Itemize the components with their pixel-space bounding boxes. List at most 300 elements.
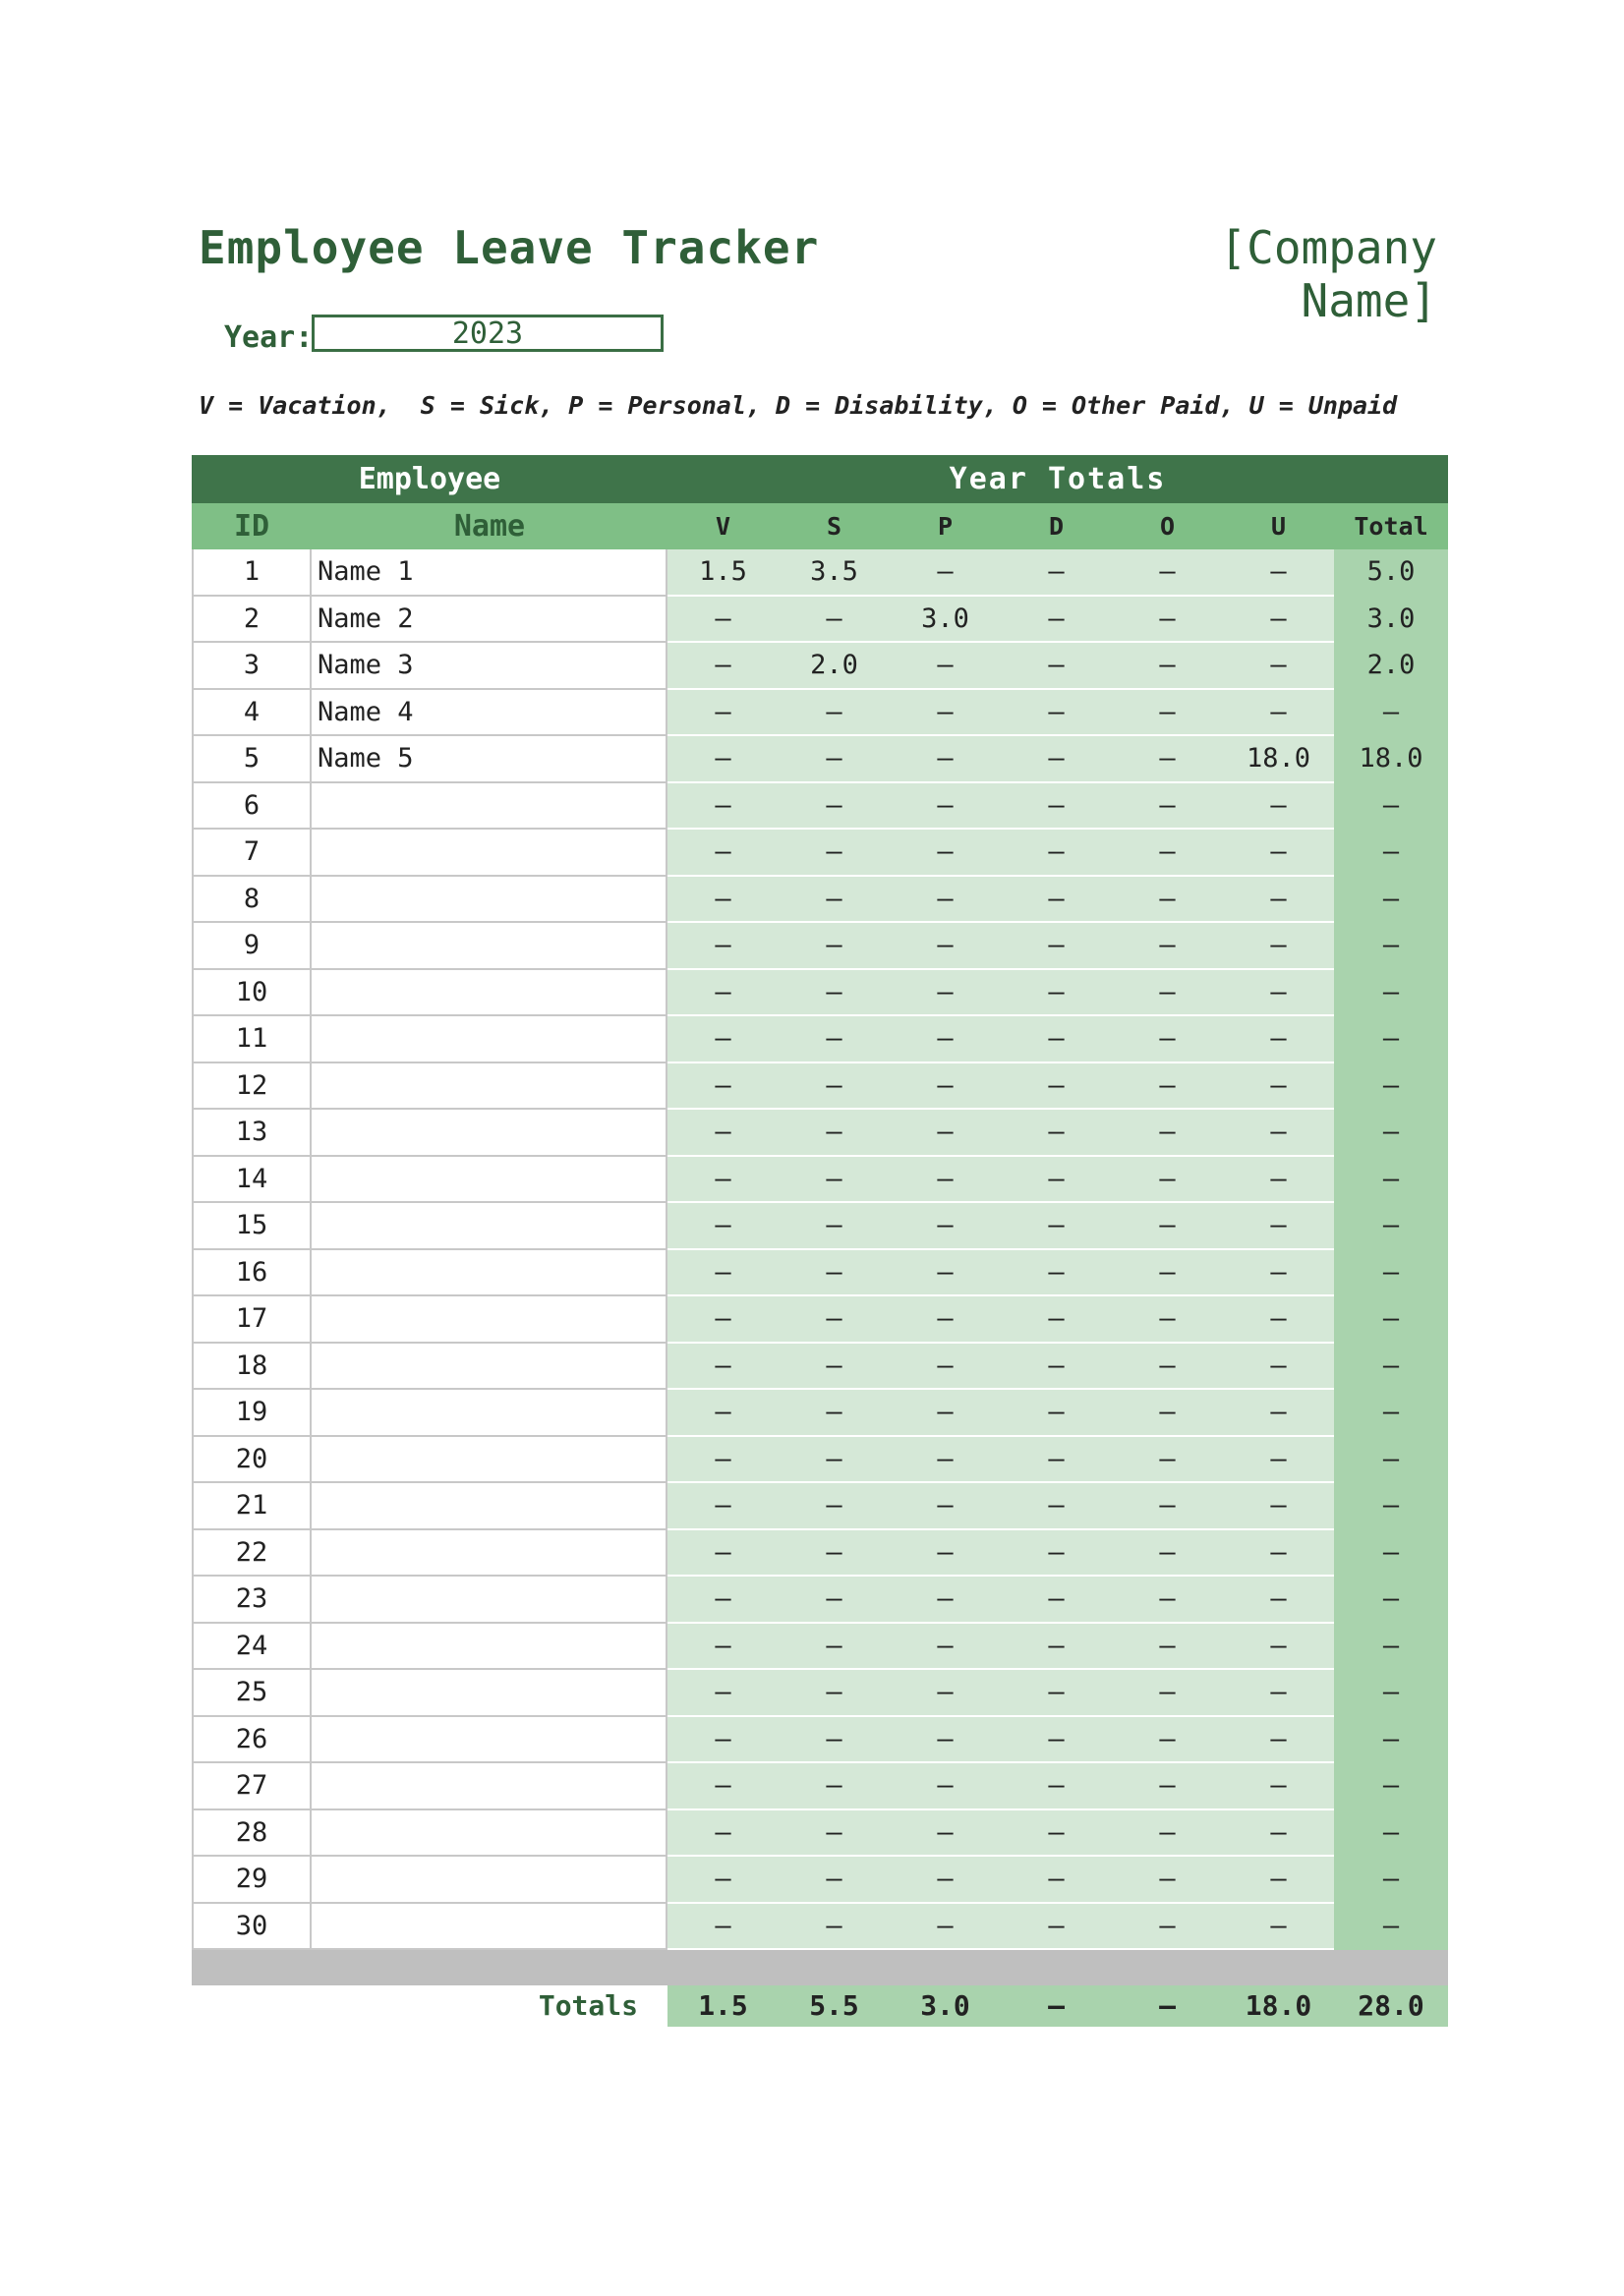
row-o-cell: – [1112, 1483, 1223, 1530]
col-header-p: P [937, 512, 954, 541]
row-id: 6 [192, 783, 312, 831]
row-id: 13 [192, 1110, 312, 1157]
row-s-cell: – [779, 1763, 890, 1810]
table-row [192, 736, 1448, 783]
row-s-cell: – [779, 1670, 890, 1717]
row-o-cell: – [1112, 1296, 1223, 1344]
row-d-cell: – [1001, 970, 1112, 1017]
row-s-cell: – [779, 923, 890, 970]
row-v-cell: – [667, 1904, 779, 1951]
row-d-cell: – [1001, 1437, 1112, 1484]
row-o-cell: – [1112, 1670, 1223, 1717]
row-u-cell: – [1223, 549, 1334, 597]
row-total-cell: – [1334, 1437, 1448, 1484]
row-name-cell[interactable] [312, 1577, 667, 1624]
table-row [192, 1063, 1448, 1111]
row-o-cell: – [1112, 1390, 1223, 1437]
row-p-cell: – [890, 1483, 1001, 1530]
row-s-cell: 3.5 [779, 549, 890, 597]
row-p-cell: – [890, 970, 1001, 1017]
row-total-cell: – [1334, 783, 1448, 831]
row-d-cell: – [1001, 1577, 1112, 1624]
row-name-cell[interactable]: Name 1 [312, 549, 667, 597]
row-total-cell: – [1334, 1203, 1448, 1250]
row-d-cell: – [1001, 1717, 1112, 1764]
year-input[interactable]: 2023 [312, 315, 664, 352]
row-total-cell: – [1334, 1763, 1448, 1810]
row-u-cell: – [1223, 830, 1334, 877]
row-p-cell: – [890, 1063, 1001, 1111]
row-id: 16 [192, 1250, 312, 1297]
table-row [192, 783, 1448, 831]
row-s-cell: – [779, 736, 890, 783]
row-id: 20 [192, 1437, 312, 1484]
totals-row [192, 1985, 1448, 2027]
row-id: 8 [192, 877, 312, 924]
employee-group-header: Employee [358, 462, 501, 496]
row-v-cell: – [667, 783, 779, 831]
row-u-cell: – [1223, 923, 1334, 970]
row-d-cell: – [1001, 1670, 1112, 1717]
totals-s: 5.5 [779, 1985, 890, 2027]
row-u-cell: – [1223, 783, 1334, 831]
row-o-cell: – [1112, 1717, 1223, 1764]
col-header-u: U [1270, 512, 1287, 541]
row-total-cell: – [1334, 1904, 1448, 1951]
row-name-cell[interactable]: Name 4 [312, 690, 667, 737]
totals-d: – [1001, 1985, 1112, 2027]
row-s-cell: – [779, 1717, 890, 1764]
row-id: 15 [192, 1203, 312, 1250]
table-row [192, 643, 1448, 690]
row-id: 7 [192, 830, 312, 877]
row-p-cell: – [890, 1810, 1001, 1858]
row-s-cell: – [779, 1904, 890, 1951]
row-u-cell: – [1223, 1904, 1334, 1951]
row-name-cell[interactable] [312, 970, 667, 1017]
table-row [192, 1670, 1448, 1717]
col-header-s: S [826, 512, 842, 541]
row-total-cell: – [1334, 1624, 1448, 1671]
row-u-cell: – [1223, 877, 1334, 924]
row-v-cell: – [667, 1110, 779, 1157]
row-name-cell[interactable]: Name 3 [312, 643, 667, 690]
row-v-cell: – [667, 1857, 779, 1904]
row-total-cell: – [1334, 1483, 1448, 1530]
table-row [192, 1857, 1448, 1904]
row-name-cell[interactable] [312, 1483, 667, 1530]
row-s-cell: – [779, 1016, 890, 1063]
row-p-cell: – [890, 736, 1001, 783]
row-v-cell: – [667, 1810, 779, 1858]
row-d-cell: – [1001, 736, 1112, 783]
row-p-cell: – [890, 783, 1001, 831]
row-v-cell: – [667, 1016, 779, 1063]
row-s-cell: – [779, 1857, 890, 1904]
row-d-cell: – [1001, 783, 1112, 831]
table-row [192, 877, 1448, 924]
col-header-id: ID [233, 509, 270, 544]
row-v-cell: – [667, 1483, 779, 1530]
row-id: 27 [192, 1763, 312, 1810]
row-p-cell: – [890, 1250, 1001, 1297]
row-name-cell[interactable] [312, 877, 667, 924]
row-s-cell: – [779, 690, 890, 737]
row-p-cell: – [890, 1717, 1001, 1764]
row-name-cell[interactable] [312, 1157, 667, 1204]
row-u-cell: – [1223, 970, 1334, 1017]
row-u-cell: – [1223, 1624, 1334, 1671]
row-s-cell: – [779, 877, 890, 924]
row-total-cell: – [1334, 1670, 1448, 1717]
row-v-cell: – [667, 1063, 779, 1111]
table-row [192, 1530, 1448, 1578]
row-id: 2 [192, 597, 312, 644]
row-id: 17 [192, 1296, 312, 1344]
row-name-cell[interactable] [312, 1624, 667, 1671]
row-v-cell: 1.5 [667, 549, 779, 597]
row-name-cell[interactable] [312, 923, 667, 970]
row-name-cell[interactable] [312, 1904, 667, 1951]
row-o-cell: – [1112, 1110, 1223, 1157]
row-u-cell: – [1223, 1016, 1334, 1063]
table-row [192, 1203, 1448, 1250]
table-row [192, 1157, 1448, 1204]
row-id: 12 [192, 1063, 312, 1111]
row-d-cell: – [1001, 1390, 1112, 1437]
row-total-cell: – [1334, 1717, 1448, 1764]
col-header-d: D [1048, 512, 1065, 541]
row-p-cell: – [890, 1110, 1001, 1157]
row-u-cell: – [1223, 1530, 1334, 1578]
row-u-cell: – [1223, 1157, 1334, 1204]
row-u-cell: – [1223, 1437, 1334, 1484]
table-row [192, 1577, 1448, 1624]
row-v-cell: – [667, 877, 779, 924]
row-total-cell: – [1334, 1390, 1448, 1437]
row-o-cell: – [1112, 597, 1223, 644]
row-d-cell: – [1001, 597, 1112, 644]
row-name-cell[interactable] [312, 1390, 667, 1437]
row-v-cell: – [667, 1763, 779, 1810]
row-v-cell: – [667, 1203, 779, 1250]
row-name-cell[interactable] [312, 1296, 667, 1344]
row-p-cell: – [890, 1157, 1001, 1204]
row-o-cell: – [1112, 830, 1223, 877]
table-row [192, 830, 1448, 877]
year-label: Year: [224, 320, 314, 355]
row-p-cell: – [890, 1390, 1001, 1437]
row-o-cell: – [1112, 1904, 1223, 1951]
col-header-v: V [715, 512, 731, 541]
row-p-cell: – [890, 830, 1001, 877]
row-o-cell: – [1112, 643, 1223, 690]
row-s-cell: – [779, 1344, 890, 1391]
row-u-cell: – [1223, 1390, 1334, 1437]
row-id: 14 [192, 1157, 312, 1204]
row-s-cell: – [779, 830, 890, 877]
row-u-cell: – [1223, 690, 1334, 737]
row-s-cell: – [779, 1624, 890, 1671]
row-s-cell: – [779, 1110, 890, 1157]
row-u-cell: – [1223, 1250, 1334, 1297]
row-name-cell[interactable] [312, 1344, 667, 1391]
row-total-cell: – [1334, 1250, 1448, 1297]
row-u-cell: – [1223, 1717, 1334, 1764]
row-name-cell[interactable] [312, 1437, 667, 1484]
row-d-cell: – [1001, 549, 1112, 597]
row-total-cell: – [1334, 877, 1448, 924]
row-total-cell: – [1334, 1296, 1448, 1344]
table-row [192, 1437, 1448, 1484]
row-u-cell: 18.0 [1223, 736, 1334, 783]
table-row [192, 597, 1448, 644]
table-row [192, 1390, 1448, 1437]
table-row [192, 1717, 1448, 1764]
row-v-cell: – [667, 923, 779, 970]
row-p-cell: – [890, 1437, 1001, 1484]
row-d-cell: – [1001, 1624, 1112, 1671]
row-name-cell[interactable] [312, 1810, 667, 1858]
row-p-cell: – [890, 923, 1001, 970]
row-d-cell: – [1001, 1016, 1112, 1063]
row-v-cell: – [667, 690, 779, 737]
row-u-cell: – [1223, 1203, 1334, 1250]
row-name-cell[interactable] [312, 1530, 667, 1578]
row-s-cell: – [779, 1810, 890, 1858]
row-s-cell: – [779, 783, 890, 831]
row-name-cell[interactable] [312, 1016, 667, 1063]
row-v-cell: – [667, 1250, 779, 1297]
row-p-cell: – [890, 643, 1001, 690]
row-p-cell: – [890, 1577, 1001, 1624]
row-p-cell: – [890, 1344, 1001, 1391]
row-o-cell: – [1112, 736, 1223, 783]
row-u-cell: – [1223, 1670, 1334, 1717]
row-name-cell[interactable] [312, 783, 667, 831]
row-id: 4 [192, 690, 312, 737]
row-id: 19 [192, 1390, 312, 1437]
row-o-cell: – [1112, 690, 1223, 737]
row-name-cell[interactable]: Name 2 [312, 597, 667, 644]
row-d-cell: – [1001, 1763, 1112, 1810]
row-s-cell: – [779, 1203, 890, 1250]
row-name-cell[interactable] [312, 1670, 667, 1717]
row-name-cell[interactable] [312, 1763, 667, 1810]
row-v-cell: – [667, 643, 779, 690]
row-u-cell: – [1223, 597, 1334, 644]
row-v-cell: – [667, 1296, 779, 1344]
row-id: 9 [192, 923, 312, 970]
row-total-cell: – [1334, 1110, 1448, 1157]
row-total-cell: – [1334, 1344, 1448, 1391]
row-o-cell: – [1112, 1250, 1223, 1297]
totals-total: 28.0 [1334, 1985, 1448, 2027]
row-o-cell: – [1112, 1016, 1223, 1063]
row-id: 29 [192, 1857, 312, 1904]
row-d-cell: – [1001, 1904, 1112, 1951]
row-name-cell[interactable] [312, 1203, 667, 1250]
row-s-cell: – [779, 1296, 890, 1344]
row-d-cell: – [1001, 1810, 1112, 1858]
row-name-cell[interactable] [312, 1857, 667, 1904]
row-p-cell: – [890, 1670, 1001, 1717]
row-total-cell: – [1334, 1577, 1448, 1624]
table-row [192, 970, 1448, 1017]
row-total-cell: – [1334, 1016, 1448, 1063]
row-o-cell: – [1112, 1763, 1223, 1810]
company-name[interactable]: [Company Name] [1219, 221, 1437, 327]
row-id: 28 [192, 1810, 312, 1858]
table-body [192, 549, 1448, 1950]
row-id: 26 [192, 1717, 312, 1764]
row-v-cell: – [667, 830, 779, 877]
leave-table [192, 455, 1448, 2027]
row-name-cell[interactable] [312, 1063, 667, 1111]
totals-u: 18.0 [1223, 1985, 1334, 2027]
row-p-cell: – [890, 1857, 1001, 1904]
row-v-cell: – [667, 1530, 779, 1578]
row-o-cell: – [1112, 1577, 1223, 1624]
row-s-cell: – [779, 1530, 890, 1578]
row-v-cell: – [667, 1624, 779, 1671]
table-row [192, 1483, 1448, 1530]
row-p-cell: – [890, 1530, 1001, 1578]
page-title: Employee Leave Tracker [199, 221, 820, 274]
row-id: 25 [192, 1670, 312, 1717]
row-total-cell: – [1334, 830, 1448, 877]
row-id: 23 [192, 1577, 312, 1624]
table-row [192, 1016, 1448, 1063]
row-u-cell: – [1223, 1344, 1334, 1391]
row-d-cell: – [1001, 1110, 1112, 1157]
row-id: 22 [192, 1530, 312, 1578]
row-total-cell: 5.0 [1334, 549, 1448, 597]
row-p-cell: – [890, 877, 1001, 924]
table-row [192, 923, 1448, 970]
col-header-total: Total [1354, 512, 1428, 541]
row-v-cell: – [667, 1577, 779, 1624]
row-o-cell: – [1112, 783, 1223, 831]
col-header-name: Name [453, 509, 526, 544]
row-s-cell: – [779, 597, 890, 644]
row-d-cell: – [1001, 877, 1112, 924]
row-d-cell: – [1001, 1344, 1112, 1391]
row-id: 1 [192, 549, 312, 597]
row-name-cell[interactable]: Name 5 [312, 736, 667, 783]
row-d-cell: – [1001, 690, 1112, 737]
leave-type-legend: V = Vacation, S = Sick, P = Personal, D = Disability, O = Other Paid, U = Unpaid [199, 391, 1398, 420]
table-row [192, 1344, 1448, 1391]
row-total-cell: 18.0 [1334, 736, 1448, 783]
row-s-cell: – [779, 1250, 890, 1297]
row-o-cell: – [1112, 1203, 1223, 1250]
row-total-cell: – [1334, 923, 1448, 970]
row-s-cell: – [779, 1390, 890, 1437]
row-id: 10 [192, 970, 312, 1017]
row-p-cell: – [890, 1624, 1001, 1671]
row-v-cell: – [667, 1157, 779, 1204]
row-total-cell: – [1334, 1063, 1448, 1111]
row-u-cell: – [1223, 1483, 1334, 1530]
row-id: 5 [192, 736, 312, 783]
row-o-cell: – [1112, 1530, 1223, 1578]
spacer-row [192, 1950, 1448, 1985]
row-u-cell: – [1223, 1577, 1334, 1624]
row-total-cell: – [1334, 1810, 1448, 1858]
row-d-cell: – [1001, 1857, 1112, 1904]
table-row [192, 1110, 1448, 1157]
col-header-o: O [1159, 512, 1176, 541]
row-u-cell: – [1223, 1810, 1334, 1858]
row-name-cell[interactable] [312, 1250, 667, 1297]
row-d-cell: – [1001, 1157, 1112, 1204]
row-s-cell: – [779, 1483, 890, 1530]
row-o-cell: – [1112, 1157, 1223, 1204]
row-d-cell: – [1001, 1483, 1112, 1530]
row-total-cell: 3.0 [1334, 597, 1448, 644]
row-total-cell: – [1334, 1857, 1448, 1904]
totals-v: 1.5 [667, 1985, 779, 2027]
row-d-cell: – [1001, 1063, 1112, 1111]
row-s-cell: – [779, 1437, 890, 1484]
row-s-cell: 2.0 [779, 643, 890, 690]
totals-label: Totals [192, 1985, 667, 2027]
row-p-cell: – [890, 690, 1001, 737]
row-d-cell: – [1001, 1250, 1112, 1297]
row-name-cell[interactable] [312, 1717, 667, 1764]
row-p-cell: – [890, 549, 1001, 597]
row-v-cell: – [667, 597, 779, 644]
row-id: 11 [192, 1016, 312, 1063]
row-o-cell: – [1112, 1437, 1223, 1484]
row-o-cell: – [1112, 877, 1223, 924]
row-name-cell[interactable] [312, 1110, 667, 1157]
table-row [192, 1296, 1448, 1344]
row-id: 3 [192, 643, 312, 690]
table-row [192, 1904, 1448, 1951]
row-o-cell: – [1112, 1063, 1223, 1111]
row-d-cell: – [1001, 923, 1112, 970]
row-d-cell: – [1001, 1203, 1112, 1250]
row-s-cell: – [779, 1157, 890, 1204]
row-s-cell: – [779, 1063, 890, 1111]
row-u-cell: – [1223, 1296, 1334, 1344]
row-o-cell: – [1112, 970, 1223, 1017]
row-total-cell: – [1334, 690, 1448, 737]
row-u-cell: – [1223, 643, 1334, 690]
year-totals-group-header: Year Totals [949, 462, 1167, 496]
row-total-cell: – [1334, 1157, 1448, 1204]
row-v-cell: – [667, 970, 779, 1017]
totals-o: – [1112, 1985, 1223, 2027]
row-total-cell: – [1334, 1530, 1448, 1578]
row-id: 30 [192, 1904, 312, 1951]
table-row [192, 1810, 1448, 1858]
row-v-cell: – [667, 1437, 779, 1484]
row-o-cell: – [1112, 1857, 1223, 1904]
row-name-cell[interactable] [312, 830, 667, 877]
column-header-row [192, 503, 1448, 549]
row-u-cell: – [1223, 1857, 1334, 1904]
row-o-cell: – [1112, 1810, 1223, 1858]
row-p-cell: – [890, 1296, 1001, 1344]
table-row [192, 1763, 1448, 1810]
row-d-cell: – [1001, 1296, 1112, 1344]
table-row [192, 1250, 1448, 1297]
row-id: 24 [192, 1624, 312, 1671]
row-s-cell: – [779, 1577, 890, 1624]
